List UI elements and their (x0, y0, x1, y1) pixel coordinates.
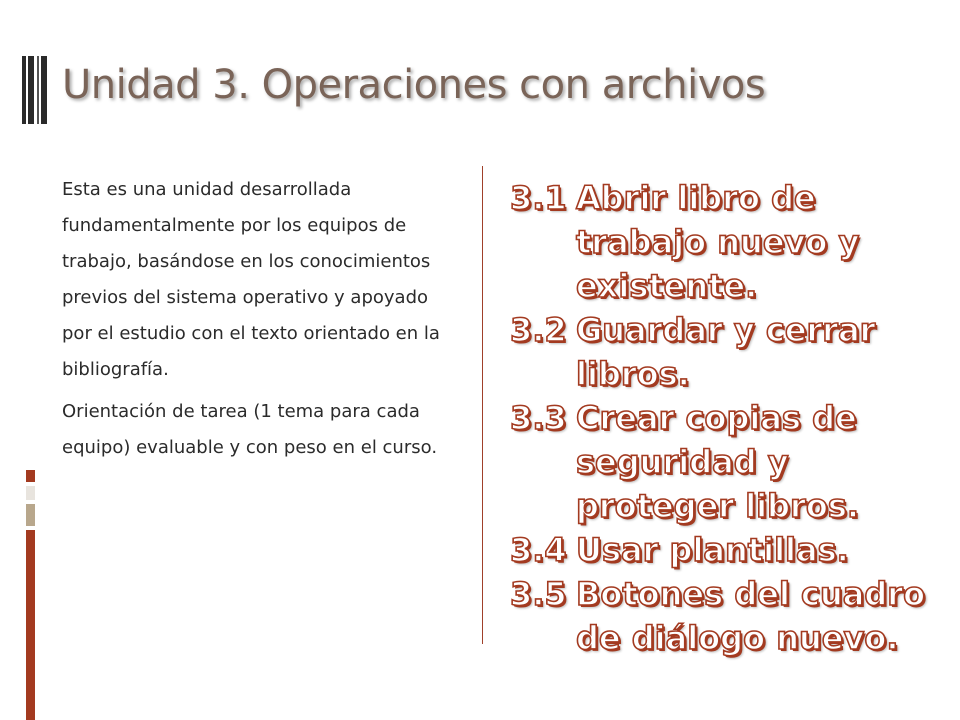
topic-list (510, 176, 956, 660)
topic-number: 3.1 (510, 179, 567, 217)
description-paragraph: Esta es una unidad desarrollada fundamentalmente por los equipos de trabajo, basándose en los conocimientos previos del sistema operativo y apoyado por el estudio con el texto orientado en la bibliografía. (62, 179, 440, 380)
topic-item (510, 572, 956, 660)
topic-text: Crear copias de seguridad y proteger libros. (576, 399, 860, 525)
slide-title: Unidad 3. Operaciones con archivos (62, 62, 766, 108)
topic-text: Guardar y cerrar libros. (576, 311, 876, 393)
decorative-bars-left (0, 470, 40, 720)
topic-item (510, 176, 956, 308)
task-paragraph: Orientación de tarea (1 tema para cada equipo) evaluable y con peso en el curso. (62, 401, 438, 458)
topic-item (510, 528, 956, 572)
topic-text: Botones del cuadro de diálogo nuevo. (576, 575, 926, 657)
topic-number: 3.4 (510, 531, 567, 569)
topic-number: 3.5 (510, 575, 567, 613)
decorative-bars-top (0, 56, 56, 124)
topic-item (510, 308, 956, 396)
topic-number: 3.3 (510, 399, 567, 437)
column-divider (482, 166, 483, 644)
description-text (62, 172, 462, 472)
topic-text: Abrir libro de trabajo nuevo y existente. (576, 179, 860, 305)
topic-item (510, 396, 956, 528)
topic-number: 3.2 (510, 311, 567, 349)
topic-text: Usar plantillas. (576, 531, 849, 569)
